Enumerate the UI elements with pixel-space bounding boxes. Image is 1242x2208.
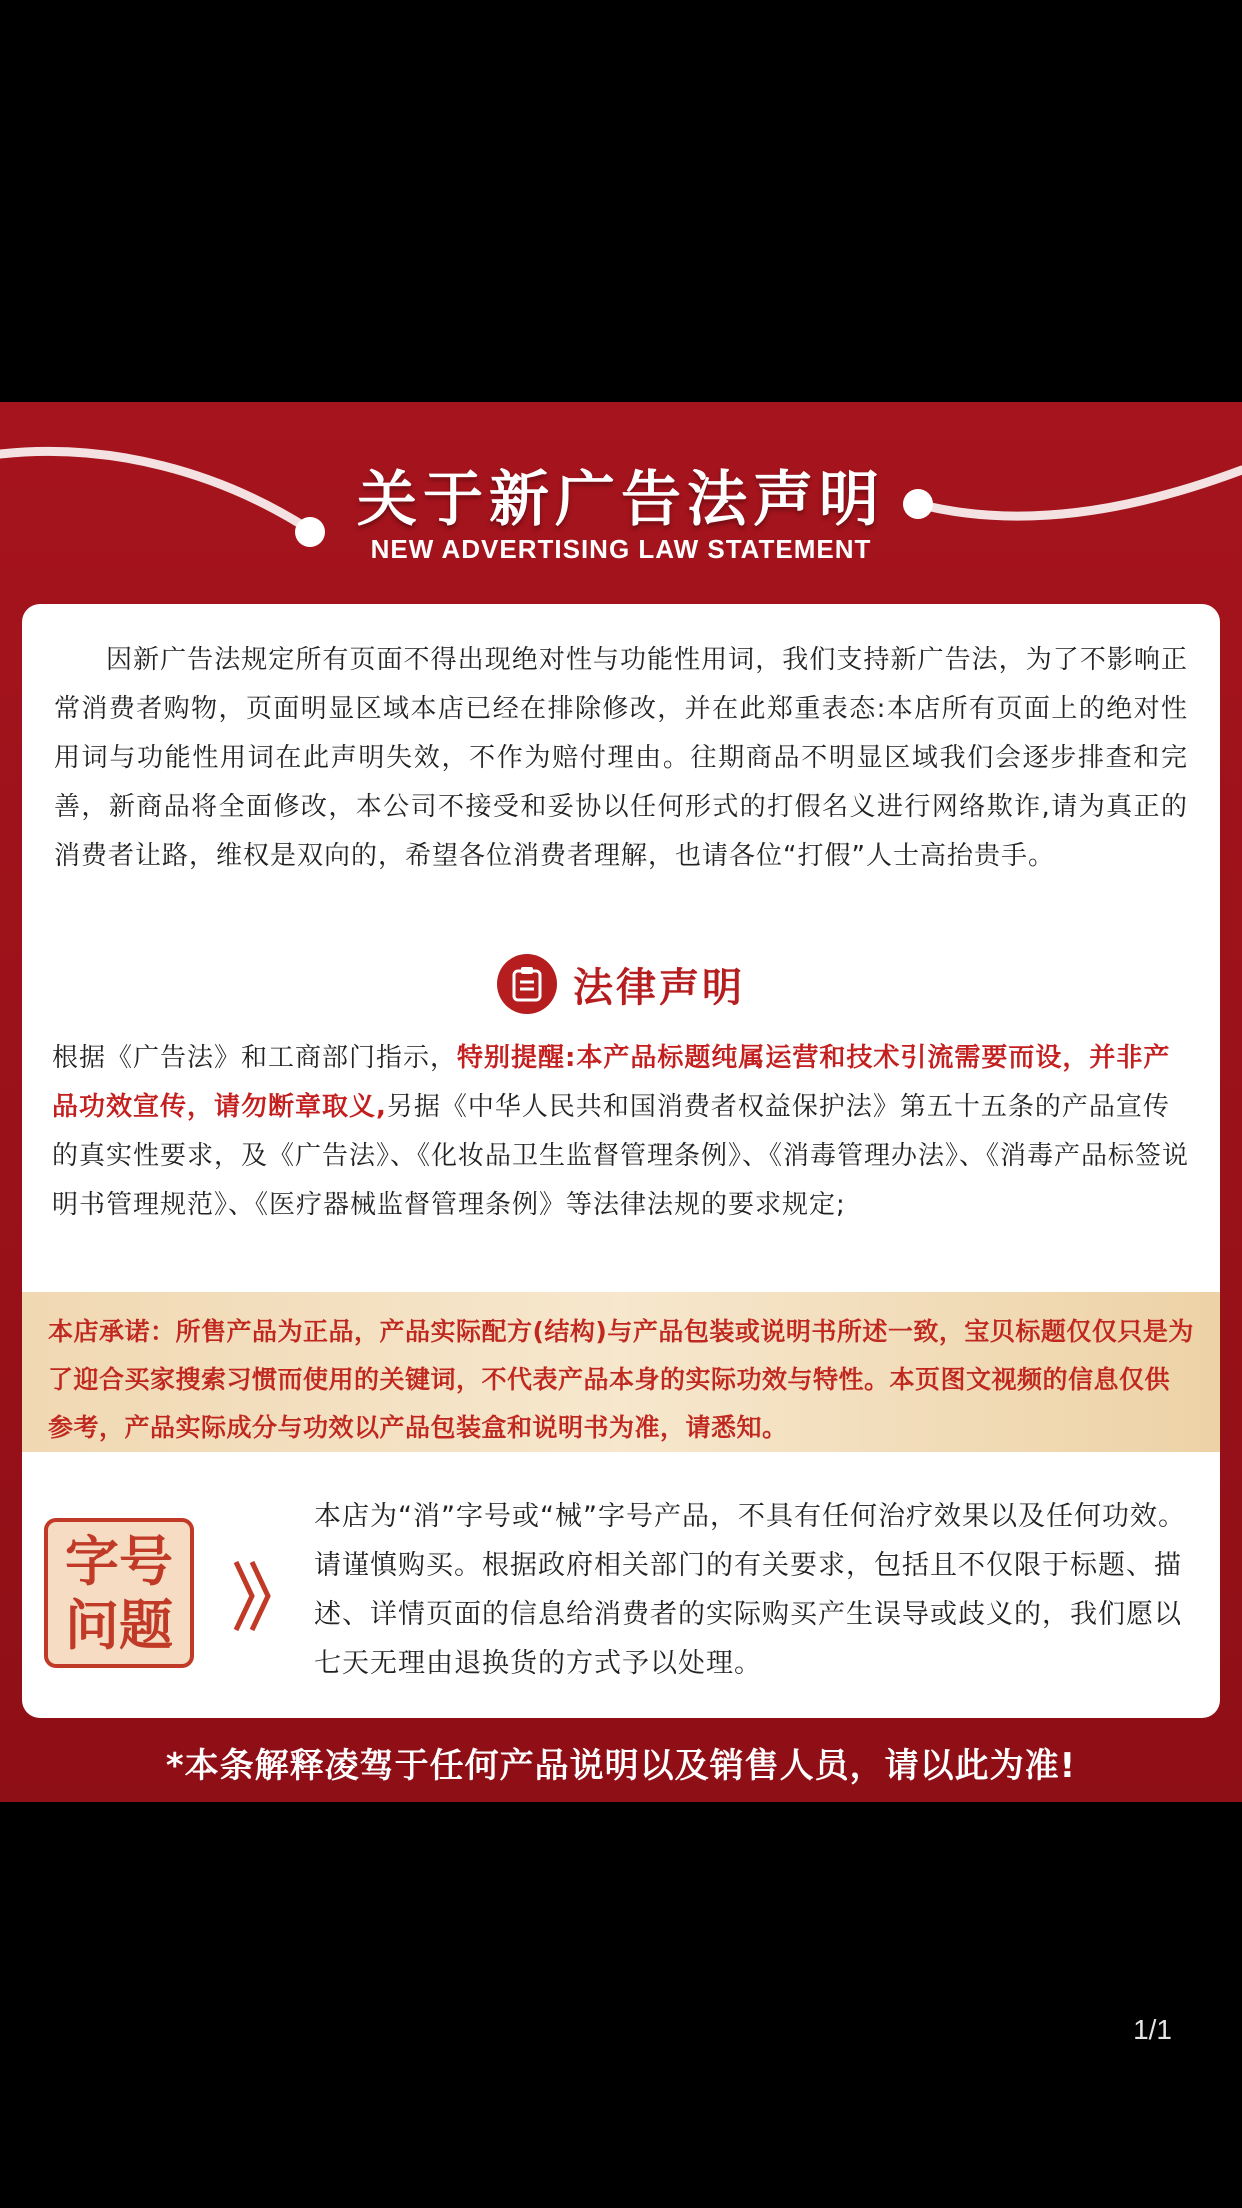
store-promise-band: 本店承诺：所售产品为正品，产品实际配方(结构)与产品包装或说明书所述一致，宝贝标题仅仅只是为了迎合买家搜索习惯而使用的关键词，不代表产品本身的实际功效与特性。本页图文视频的信息仅供参考，产品实际成分与功效以产品包装盒和说明书为准，请悉知。 — [22, 1292, 1220, 1452]
legal-title: 法律声明 — [573, 964, 745, 1011]
double-chevron-right-icon — [230, 1556, 276, 1636]
page-counter: 1/1 — [1133, 2014, 1172, 2045]
badge-description: 本店为“消”字号或“械”字号产品，不具有任何治疗效果以及任何功效。请谨慎购买。根据政府相关部门的有关要求，包括且不仅限于标题、描述、详情页面的信息给消费者的实际购买产生误导或歧义的，我们愿以七天无理由退换货的方式予以处理。 — [314, 1501, 1186, 1679]
statement-poster — [0, 402, 1242, 1802]
badge-line2: 问题 — [65, 1594, 173, 1657]
legal-text-part1: 根据《广告法》和工商部门指示， — [52, 1043, 458, 1073]
footnote: *本条解释凌驾于任何产品说明以及销售人员，请以此为准! — [165, 1746, 1077, 1786]
badge-label — [44, 1518, 194, 1668]
statement-card — [22, 604, 1220, 1604]
badge-card — [22, 1466, 1220, 1718]
poster-subtitle: NEW ADVERTISING LAW STATEMENT — [370, 534, 872, 564]
clipboard-icon — [497, 954, 557, 1014]
intro-paragraph: 因新广告法规定所有页面不得出现绝对性与功能性用词，我们支持新广告法，为了不影响正常消费者购物，页面明显区域本店已经在排除修改，并在此郑重表态:本店所有页面上的绝对性用词与功能性用词在此声明失效，不作为赔付理由。往期商品不明显区域我们会逐步排查和完善，新商品将全面修改，本公司不接受和妥协以任何形式的打假名义进行网络欺诈,请为真正的消费者让路，维权是双向的，希望各位消费者理解，也请各位“打假”人士高抬贵手。 — [54, 645, 1188, 871]
legal-highlight: 特别提醒:本产品标题纯属运营和技术引流需要而设，并非产品功效宣传，请勿断章取义, — [52, 1043, 1171, 1122]
legal-heading — [22, 949, 1220, 1019]
legal-text-part2: 另据《中华人民共和国消费者权益保护法》第五十五条的产品宣传的真实性要求，及《广告法》、《化妆品卫生监督管理条例》、《消毒管理办法》、《消毒产品标签说明书管理规范》、《医疗器械监督管理条例》等法律法规的要求规定; — [52, 1092, 1190, 1220]
legal-paragraph — [52, 1034, 1190, 1230]
poster-title: 关于新广告法声明 — [357, 465, 885, 535]
badge-line1: 字号 — [65, 1530, 173, 1593]
